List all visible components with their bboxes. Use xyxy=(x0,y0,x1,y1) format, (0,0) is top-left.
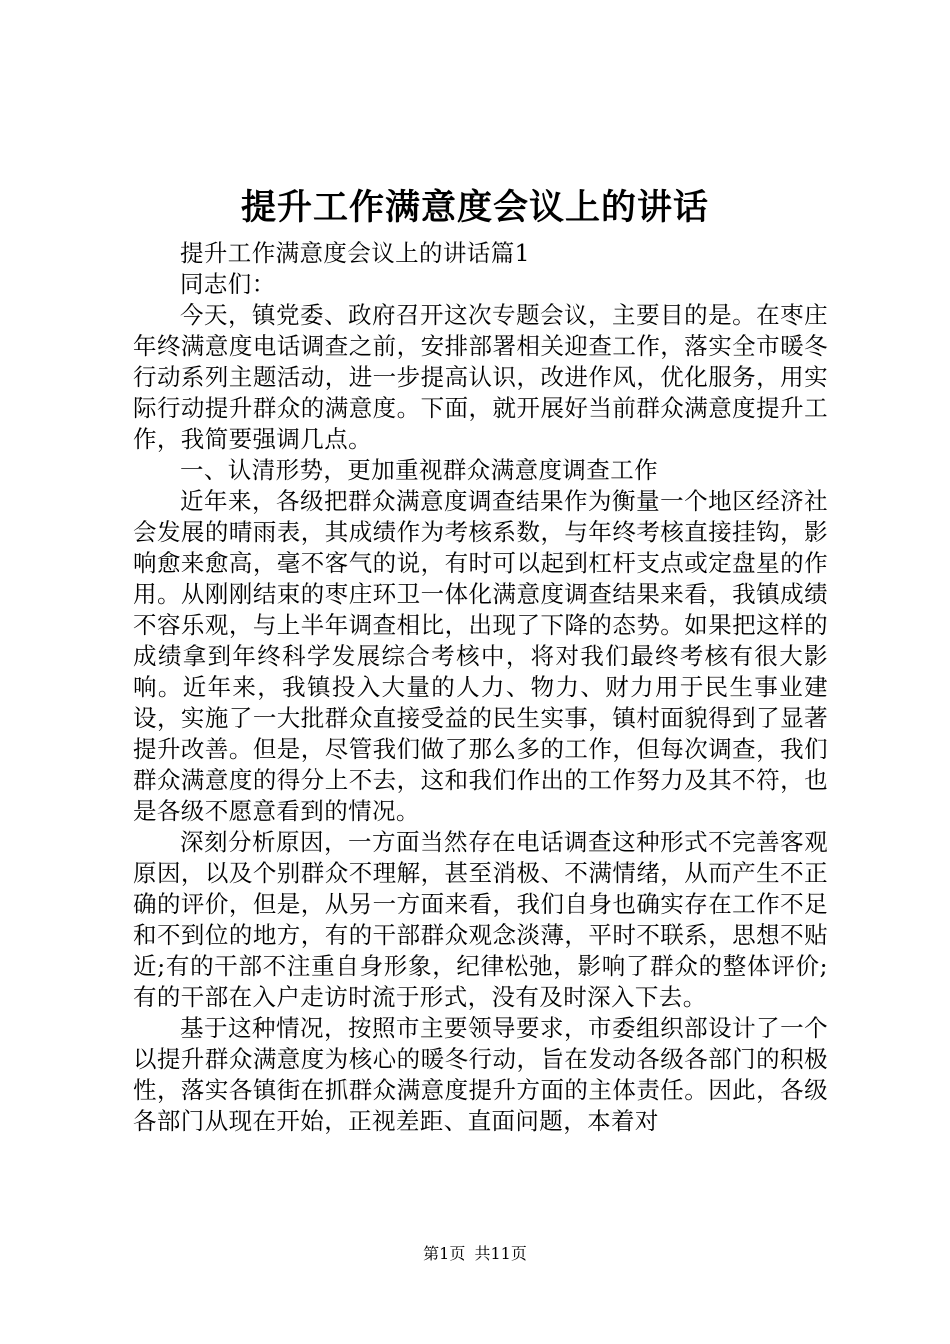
page-footer xyxy=(0,1244,950,1264)
paragraph: 基于这种情况，按照市主要领导要求，市委组织部设计了一个以提升群众满意度为核心的暖冬行动，旨在发动各级各部门的积极性，落实各镇街在抓群众满意度提升方面的主体责任。因此，各级各部门从现在开始，正视差距、直面问题，本着对 xyxy=(133,1014,828,1135)
page-number-total: 共11页 xyxy=(474,1244,527,1263)
section-heading: 一、认清形势，更加重视群众满意度调查工作 xyxy=(180,456,658,484)
paragraph: 今天，镇党委、政府召开这次专题会议，主要目的是。在枣庄年终满意度电话调查之前，安排部署相关迎查工作，落实全市暖冬行动系列主题活动，进一步提高认识，改进作风，优化服务，用实际行动提升群众的满意度。下面，就开展好当前群众满意度提升工作，我简要强调几点。 xyxy=(133,301,828,453)
paragraph: 近年来，各级把群众满意度调查结果作为衡量一个地区经济社会发展的晴雨表，其成绩作为考核系数，与年终考核直接挂钩，影响愈来愈高，毫不客气的说，有时可以起到杠杆支点或定盘星的作用。从刚刚结束的枣庄环卫一体化满意度调查结果来看，我镇成绩不容乐观，与上半年调查相比，出现了下降的态势。如果把这样的成绩拿到年终科学发展综合考核中，将对我们最终考核有很大影响。近年来，我镇投入大量的人力、物力、财力用于民生事业建设，实施了一大批群众直接受益的民生实事，镇村面貌得到了显著提升改善。但是，尽管我们做了那么多的工作，但每次调查，我们群众满意度的得分上不去，这和我们作出的工作努力及其不符，也是各级不愿意看到的情况。 xyxy=(133,487,828,825)
page-number-current: 第1页 xyxy=(423,1244,466,1263)
document-title: 提升工作满意度会议上的讲话 xyxy=(240,187,709,228)
paragraph: 深刻分析原因，一方面当然存在电话调查这种形式不完善客观原因，以及个别群众不理解，甚至消极、不满情绪，从而产生不正确的评价，但是，从另一方面来看，我们自身也确实存在工作不足和不到位的地方，有的干部群众观念淡薄，平时不联系，思想不贴近;有的干部不注重自身形象，纪律松弛，影响了群众的整体评价;有的干部在入户走访时流于形式，没有及时深入下去。 xyxy=(133,828,828,1011)
document-body xyxy=(133,238,828,1137)
paragraph-salutation: 同志们： xyxy=(180,270,276,298)
paragraph-heading: 提升工作满意度会议上的讲话篇1 xyxy=(180,239,530,267)
